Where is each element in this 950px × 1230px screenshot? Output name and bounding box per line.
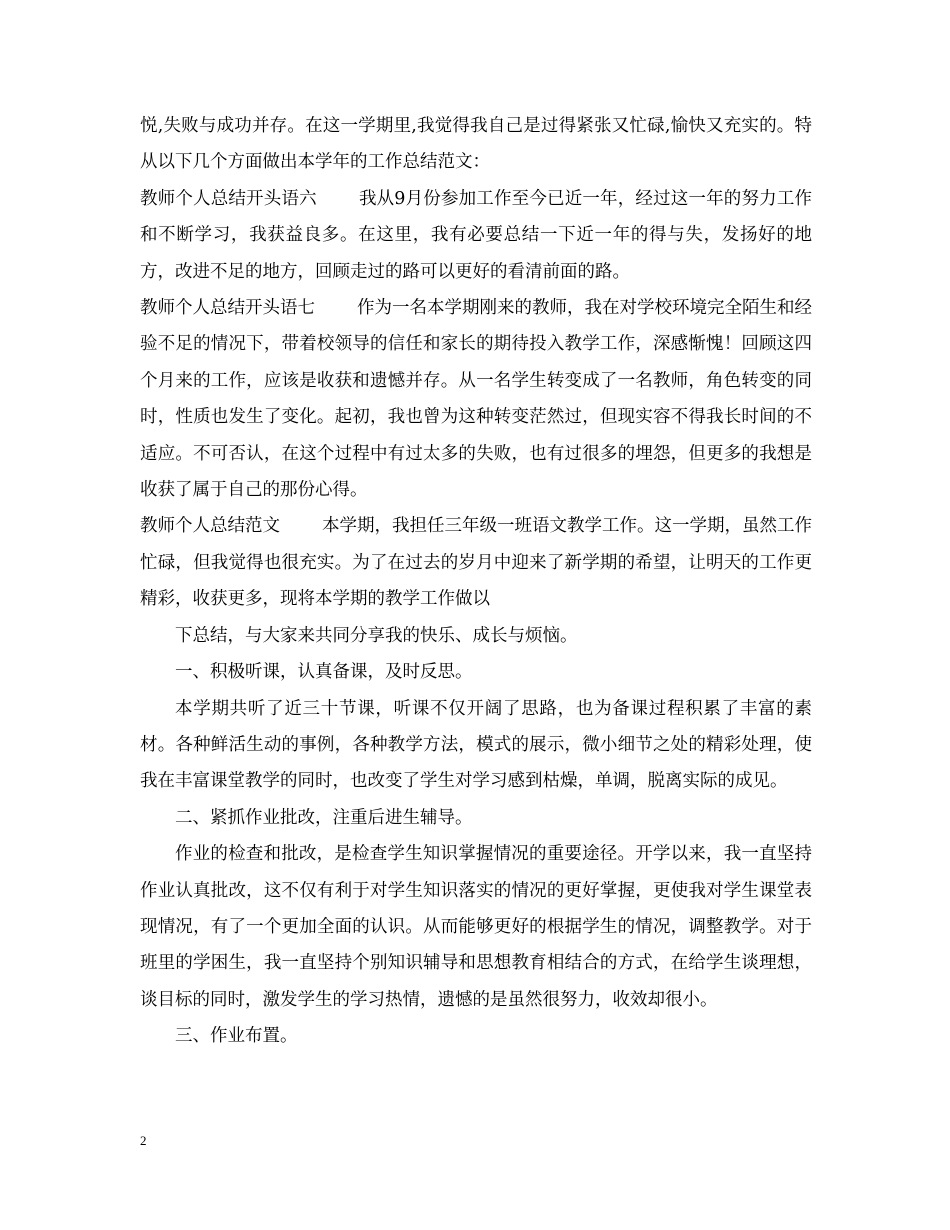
paragraph-3 — [140, 508, 812, 617]
paragraph-6 — [140, 691, 812, 800]
section-title-3 — [140, 1018, 812, 1054]
paragraph-text: 三、作业布置。 — [175, 1026, 298, 1047]
paragraph-text: 本学期共听了近三十节课，听课不仅开阔了思路，也为备课过程积累了丰富的素材。各种鲜活生动的事例，各种教学方法，模式的展示，微小细节之处的精彩处理，使我在丰富课堂教学的同时，也改变了学生对学习感到枯燥，单调，脱离实际的成见。 — [140, 698, 812, 792]
paragraph-text: 一、积极听课，认真备课，及时反思。 — [175, 662, 473, 683]
document-page — [140, 108, 812, 1055]
paragraph-text: 二、紧抓作业批改，注重后进生辅导。 — [175, 807, 473, 828]
section-title-2 — [140, 800, 812, 836]
paragraph-text: 下总结，与大家来共同分享我的快乐、成长与烦恼。 — [175, 625, 578, 646]
section-heading: 教师个人总结开头语六 — [140, 188, 317, 209]
page-number: 2 — [140, 1133, 147, 1148]
paragraph-4 — [140, 618, 812, 654]
paragraph-0 — [140, 108, 812, 181]
section-title-1 — [140, 654, 812, 690]
paragraph-text: 本学期，我担任三年级一班语文教学工作。这一学期，虽然工作忙碌，但我觉得也很充实。为了在过去的岁月中迎来了新学期的希望，让明天的工作更精彩，收获更多，现将本学期的教学工作做以 — [140, 516, 812, 610]
section-heading: 教师个人总结开头语七 — [140, 298, 315, 319]
section-heading: 教师个人总结范文 — [140, 516, 280, 537]
paragraph-text: 悦,失败与成功并存。在这一学期里,我觉得我自己是过得紧张又忙碌,愉快又充实的。特从以下几个方面做出本学年的工作总结范文： — [140, 116, 812, 173]
paragraph-text: 我从9月份参加工作至今已近一年，经过这一年的努力工作和不断学习，我获益良多。在这里，我有必要总结一下近一年的得与失，发扬好的地方，改进不足的地方，回顾走过的路可以更好的看清前面的路。 — [140, 188, 812, 282]
paragraph-2 — [140, 290, 812, 508]
paragraph-1 — [140, 181, 812, 290]
paragraph-8 — [140, 836, 812, 1018]
paragraph-text: 作业的检查和批改，是检查学生知识掌握情况的重要途径。开学以来，我一直坚持作业认真批改，这不仅有利于对学生知识落实的情况的更好掌握，更使我对学生课堂表现情况，有了一个更加全面的认识。从而能够更好的根据学生的情况，调整教学。对于班里的学困生，我一直坚持个别知识辅导和思想教育相结合的方式，在给学生谈理想，谈目标的同时，激发学生的学习热情，遗憾的是虽然很努力，收效却很小。 — [140, 844, 812, 1010]
paragraph-text: 作为一名本学期刚来的教师，我在对学校环境完全陌生和经验不足的情况下，带着校领导的信任和家长的期待投入教学工作，深感惭愧！回顾这四个月来的工作，应该是收获和遗憾并存。从一名学生转变成了一名教师，角色转变的同时，性质也发生了变化。起初，我也曾为这种转变茫然过，但现实容不得我长时间的不适应。不可否认，在这个过程中有过太多的失败，也有过很多的埋怨，但更多的我想是收获了属于自己的那份心得。 — [140, 298, 812, 501]
